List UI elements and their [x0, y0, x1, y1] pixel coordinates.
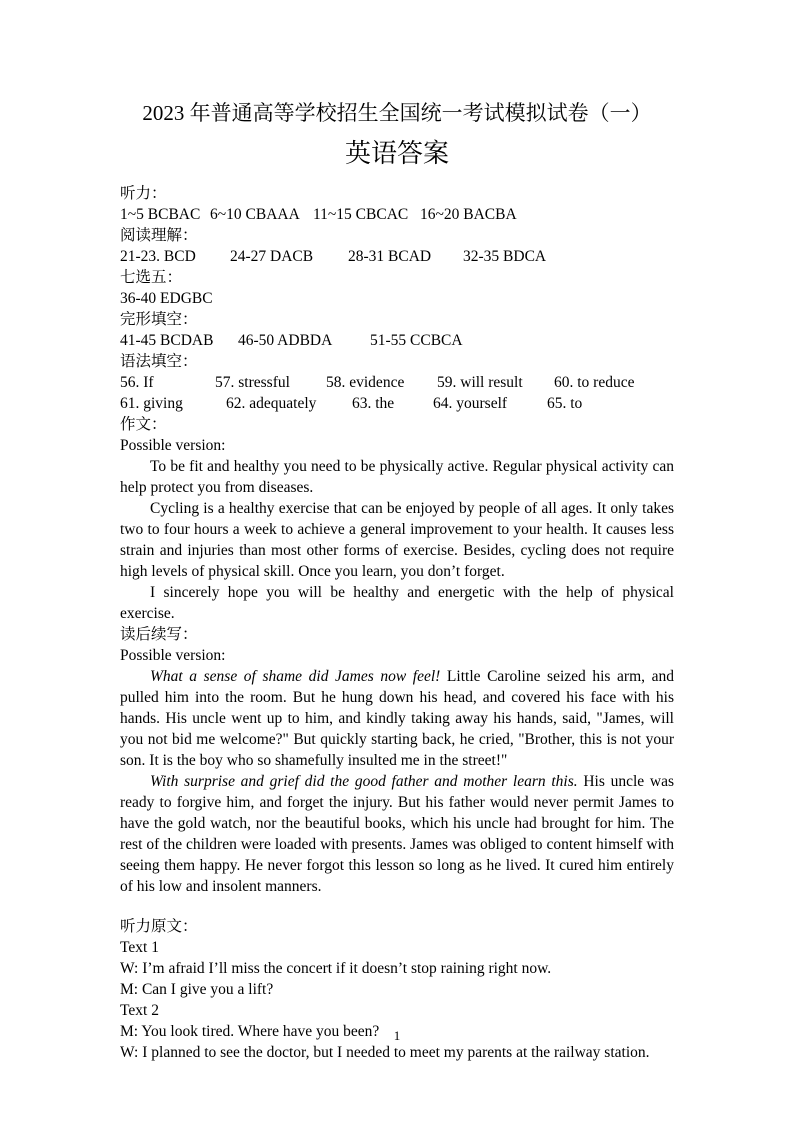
section-label-essay: 作文：: [120, 416, 167, 433]
section-label-reading: 阅读理解：: [120, 227, 198, 244]
answer-item: 63. the: [352, 395, 395, 412]
answer-line-seven: [120, 288, 674, 309]
essay-possible-version: Possible version:: [120, 437, 226, 454]
answer-item: 41-45 BCDAB: [120, 332, 214, 349]
transcript-line: M: Can I give you a lift?: [120, 981, 274, 998]
document-content: [120, 98, 674, 1063]
answer-item: 56. If: [120, 374, 154, 391]
answer-item: 32-35 BDCA: [463, 248, 547, 265]
section-label-listening: 听力：: [120, 185, 167, 202]
transcript-line: W: I’m afraid I’ll miss the concert if it doesn’t stop raining right now.: [120, 960, 552, 977]
answer-line-grammar-2: [120, 393, 674, 414]
answer-line-listening: [120, 204, 674, 225]
answer-item: 61. giving: [120, 395, 183, 412]
answer-item: 51-55 CCBCA: [370, 332, 463, 349]
answer-item: 21-23. BCD: [120, 248, 196, 265]
page-subtitle: 英语答案: [344, 139, 449, 168]
continuation-lead-sentence: With surprise and grief did the good father and mother learn this.: [150, 773, 578, 790]
answer-item: 62. adequately: [226, 395, 317, 412]
essay-paragraph: To be fit and healthy you need to be physically active. Regular physical activity can help protect you from diseases.: [120, 458, 674, 496]
answer-line-grammar-1: [120, 372, 674, 393]
transcript-line: M: You look tired. Where have you been?: [120, 1023, 380, 1040]
answer-item: 57. stressful: [215, 374, 290, 391]
answer-item: 16~20 BACBA: [420, 206, 517, 223]
answer-item: 28-31 BCAD: [348, 248, 432, 265]
answer-item: 11~15 CBCAC: [313, 206, 409, 223]
essay-paragraph: Cycling is a healthy exercise that can be enjoyed by people of all ages. It only takes two to four hours a week to achieve a general improvement to your health. It causes less strain and injuries than most other forms of exercise. Besides, cycling does not require high levels of physical skill. Once you learn, you don’t forget.: [120, 500, 674, 580]
continuation-paragraph: [120, 666, 674, 771]
section-label-cloze: 完形填空：: [120, 311, 198, 328]
answer-item: 65. to: [547, 395, 583, 412]
page-number: 1: [393, 1028, 401, 1043]
section-label-continuation: 读后续写：: [120, 626, 198, 643]
blank-line: [120, 897, 674, 916]
continuation-paragraph-text: His uncle was ready to forgive him, and forget the injury. But his father would never permit James to have the gold watch, nor the beautiful books, which his uncle had brought for him. The rest of the children were loaded with presents. James was obliged to content himself with seeing them happy. He never forgot this lesson so long as he lived. It cured him entirely of his low and insolent manners.: [120, 773, 674, 895]
document-body: [120, 183, 674, 1063]
essay-paragraph: I sincerely hope you will be healthy and energetic with the help of physical exercise.: [120, 584, 674, 622]
transcript-line: Text 2: [120, 1002, 159, 1019]
answer-item: 46-50 ADBDA: [238, 332, 333, 349]
answer-item: 64. yourself: [433, 395, 508, 412]
section-label-grammar: 语法填空：: [120, 353, 198, 370]
continuation-possible-version: Possible version:: [120, 647, 226, 664]
section-label-seven-choose-five: 七选五：: [120, 269, 183, 286]
continuation-lead-sentence: What a sense of shame did James now feel!: [150, 668, 441, 685]
answer-line-reading: [120, 246, 674, 267]
answer-item: 6~10 CBAAA: [210, 206, 300, 223]
page-title: 2023 年普通高等学校招生全国统一考试模拟试卷（一）: [142, 101, 652, 125]
answer-item: 24-27 DACB: [230, 248, 314, 265]
answer-item: 1~5 BCBAC: [120, 206, 201, 223]
answer-line-cloze: [120, 330, 674, 351]
answer-item: 59. will result: [437, 374, 523, 391]
transcript-line: W: I planned to see the doctor, but I needed to meet my parents at the railway station.: [120, 1044, 650, 1061]
continuation-paragraph-text: Little Caroline seized his arm, and pulled him into the room. But he hung down his head, and covered his face with his hands. His uncle went up to him, and kindly taking away his hands, said, "James, will you not bid me welcome?" But quickly starting back, he cried, "Brother, this is not your son. It is the boy who so shamefully insulted me in the street!": [120, 668, 674, 769]
transcript-line: Text 1: [120, 939, 159, 956]
answer-item: 60. to reduce: [554, 374, 635, 391]
continuation-paragraph: [120, 771, 674, 897]
answer-item: 58. evidence: [326, 374, 405, 391]
answer-item: 36-40 EDGBC: [120, 290, 213, 307]
section-label-transcript: 听力原文：: [120, 918, 198, 935]
